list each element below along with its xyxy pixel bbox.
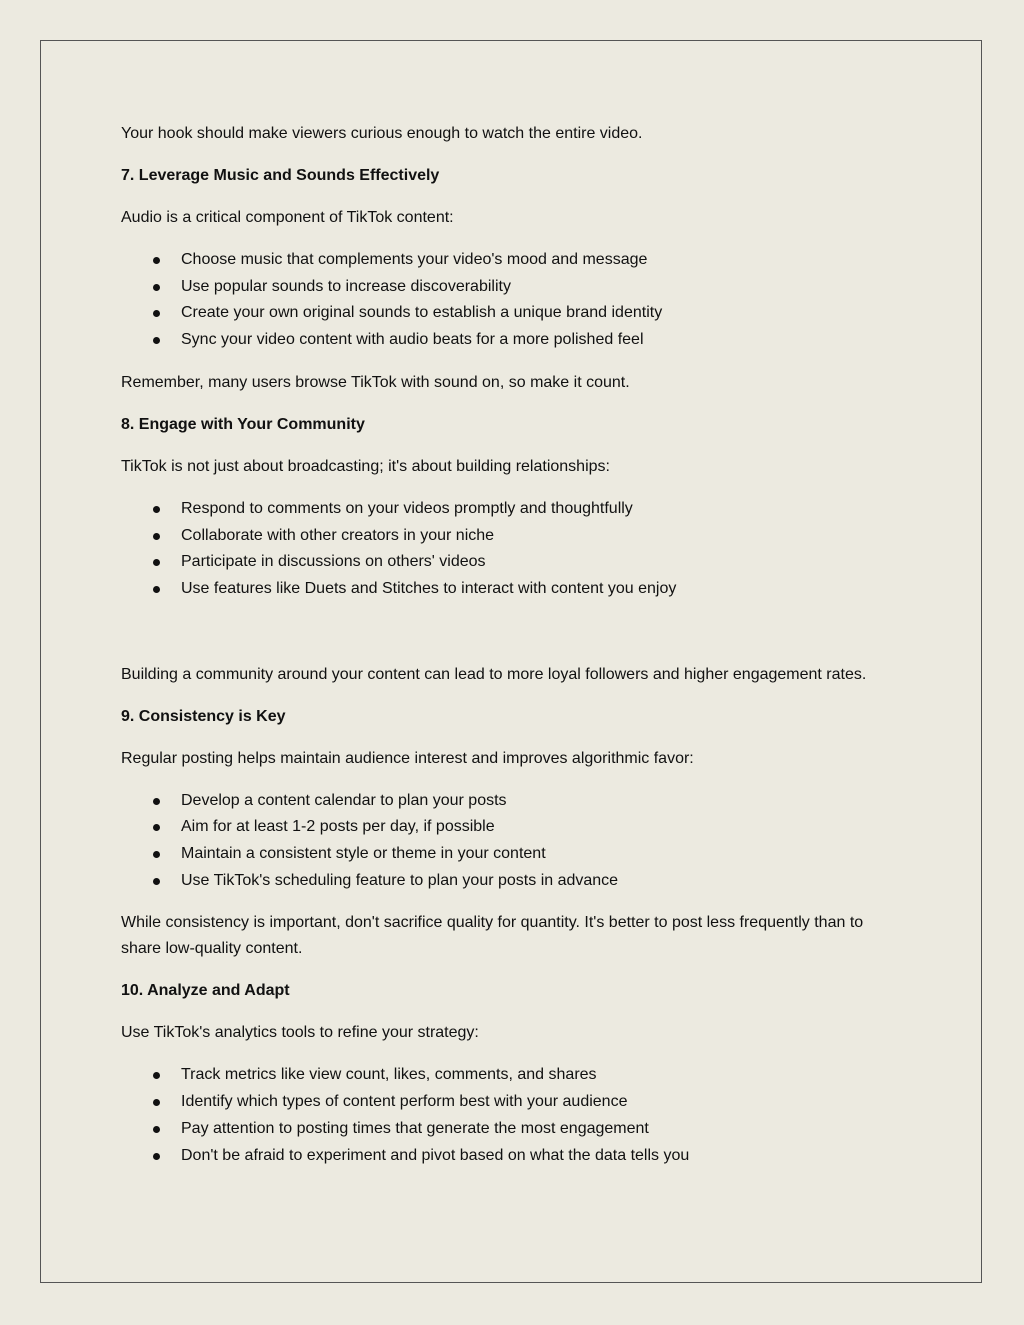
list-item: Identify which types of content perform best with your audience [121, 1089, 903, 1116]
section-7-closing: Remember, many users browse TikTok with sound on, so make it count. [121, 373, 630, 391]
list-item: Pay attention to posting times that generate the most engagement [121, 1116, 903, 1143]
list-item: Sync your video content with audio beats for a more polished feel [121, 327, 903, 354]
list-item: Create your own original sounds to establish a unique brand identity [121, 300, 903, 327]
list-item: Track metrics like view count, likes, comments, and shares [121, 1062, 903, 1089]
section-9-bullet-list [121, 788, 903, 895]
section-10-lead: Use TikTok's analytics tools to refine your strategy: [121, 1024, 479, 1042]
list-item: Respond to comments on your videos promptly and thoughtfully [121, 496, 903, 523]
section-10-heading: 10. Analyze and Adapt [121, 982, 290, 1000]
section-8-closing: Building a community around your content can lead to more loyal followers and higher engagement rates. [121, 665, 867, 683]
section-8-bullet-list [121, 496, 903, 603]
list-item: Don't be afraid to experiment and pivot based on what the data tells you [121, 1143, 903, 1170]
list-item: Use popular sounds to increase discoverability [121, 274, 903, 301]
document-body [121, 121, 903, 1185]
section-10-bullet-list [121, 1062, 903, 1169]
section-9-closing: While consistency is important, don't sacrifice quality for quantity. It's better to post less frequently than to share low-quality content. [121, 914, 864, 958]
spacer [121, 619, 903, 662]
intro-paragraph: Your hook should make viewers curious enough to watch the entire video. [121, 125, 643, 142]
list-item: Develop a content calendar to plan your posts [121, 788, 903, 815]
section-7-heading: 7. Leverage Music and Sounds Effectively [121, 167, 440, 184]
list-item: Collaborate with other creators in your niche [121, 523, 903, 550]
list-item: Use TikTok's scheduling feature to plan your posts in advance [121, 868, 903, 895]
section-7-lead: Audio is a critical component of TikTok content: [121, 209, 454, 226]
list-item: Aim for at least 1-2 posts per day, if possible [121, 814, 903, 841]
list-item: Use features like Duets and Stitches to interact with content you enjoy [121, 576, 903, 603]
section-9-lead: Regular posting helps maintain audience interest and improves algorithmic favor: [121, 749, 694, 767]
section-8-lead: TikTok is not just about broadcasting; it's about building relationships: [121, 457, 610, 475]
list-item: Choose music that complements your video's mood and message [121, 247, 903, 274]
section-9-heading: 9. Consistency is Key [121, 707, 286, 725]
section-8-heading: 8. Engage with Your Community [121, 415, 365, 433]
list-item: Maintain a consistent style or theme in your content [121, 841, 903, 868]
section-7-bullet-list [121, 247, 903, 354]
list-item: Participate in discussions on others' videos [121, 549, 903, 576]
